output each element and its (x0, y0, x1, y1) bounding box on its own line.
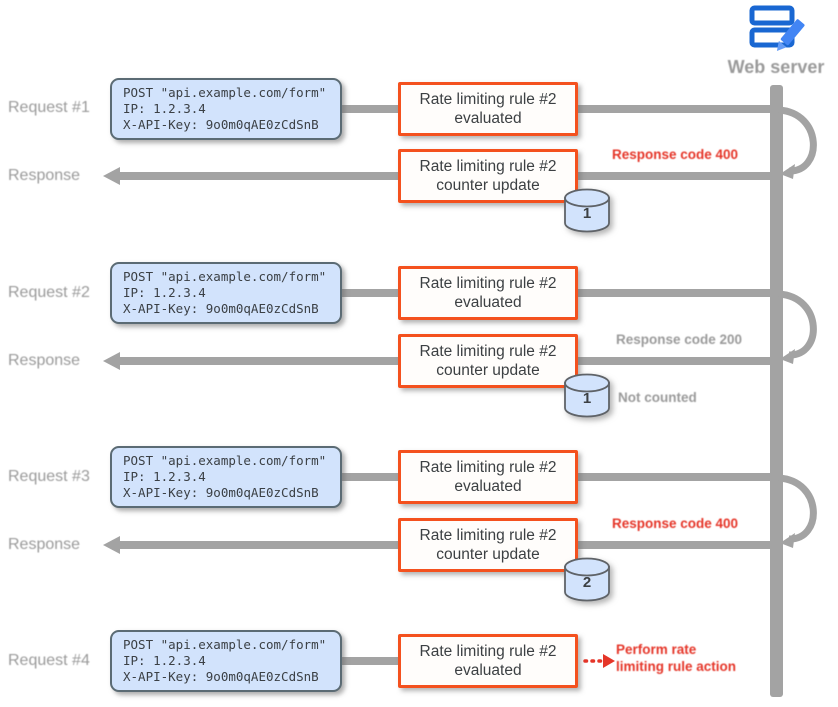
lane-label-request-1: Request #1 (8, 99, 90, 116)
rule-evaluated-box-2 (398, 266, 578, 320)
request-payload-box-3 (110, 446, 342, 508)
rule-evaluated-box-3 (398, 450, 578, 504)
mitigation-arrow (585, 654, 615, 668)
request-line-ip: IP: 1.2.3.4 (123, 653, 206, 668)
counter-value: 2 (582, 574, 592, 591)
rule-box-line: counter update (436, 546, 540, 563)
server-label: Web server (727, 57, 825, 77)
request-line-apikey: X-API-Key: 9o0m0qAE0zCdSnB (123, 117, 319, 132)
server-edit-icon (748, 4, 806, 56)
rule-box-line: Rate limiting rule #2 (419, 343, 557, 360)
mitigation-action-note (616, 641, 736, 675)
request-line-ip: IP: 1.2.3.4 (123, 101, 206, 116)
counter-db-2 (563, 373, 611, 419)
rule-box-line: counter update (436, 362, 540, 379)
request-line-method: POST "api.example.com/form" (123, 85, 327, 100)
request-line-ip: IP: 1.2.3.4 (123, 285, 206, 300)
response-code-note-2: Response code 200 (616, 332, 743, 347)
response-code-note-1: Response code 400 (612, 147, 739, 162)
rule-box-line: Rate limiting rule #2 (419, 158, 557, 175)
request-payload-box-1 (110, 78, 342, 140)
lane-label-request-4: Request #4 (8, 652, 90, 669)
mitigation-action-line-1: Perform rate (616, 642, 697, 657)
lane-label-request-2: Request #2 (8, 284, 90, 301)
rule-box-line: counter update (436, 177, 540, 194)
rule-box-line: Rate limiting rule #2 (419, 643, 557, 660)
counter-update-box-3 (398, 518, 578, 572)
request-line-apikey: X-API-Key: 9o0m0qAE0zCdSnB (123, 485, 319, 500)
response-code-note-3: Response code 400 (612, 516, 739, 531)
rule-box-line: Rate limiting rule #2 (419, 459, 557, 476)
request-line-method: POST "api.example.com/form" (123, 637, 327, 652)
counter-update-box-2 (398, 334, 578, 388)
rule-evaluated-box-4 (398, 634, 578, 688)
rule-evaluated-box-1 (398, 82, 578, 136)
counter-value: 1 (582, 390, 592, 407)
rule-box-line: evaluated (454, 478, 522, 495)
lane-label-request-3: Request #3 (8, 468, 90, 485)
mitigation-action-line-2: limiting rule action (616, 659, 737, 674)
request-payload-box-2 (110, 262, 342, 324)
rule-box-line: evaluated (454, 662, 522, 679)
counter-value: 1 (582, 205, 592, 222)
counter-not-counted-note: Not counted (618, 390, 697, 405)
rule-box-line: Rate limiting rule #2 (419, 91, 557, 108)
request-line-apikey: X-API-Key: 9o0m0qAE0zCdSnB (123, 669, 319, 684)
request-payload-box-4 (110, 630, 342, 692)
counter-db-1 (563, 188, 611, 234)
counter-db-3 (563, 557, 611, 603)
request-line-method: POST "api.example.com/form" (123, 269, 327, 284)
lane-label-response-3: Response (8, 536, 81, 553)
rule-box-line: evaluated (454, 110, 522, 127)
counter-update-box-1 (398, 149, 578, 203)
rule-box-line: Rate limiting rule #2 (419, 275, 557, 292)
request-line-method: POST "api.example.com/form" (123, 453, 327, 468)
request-line-apikey: X-API-Key: 9o0m0qAE0zCdSnB (123, 301, 319, 316)
lane-label-response-1: Response (8, 167, 81, 184)
request-line-ip: IP: 1.2.3.4 (123, 469, 206, 484)
lane-label-response-2: Response (8, 352, 81, 369)
rule-box-line: Rate limiting rule #2 (419, 527, 557, 544)
rule-box-line: evaluated (454, 294, 522, 311)
